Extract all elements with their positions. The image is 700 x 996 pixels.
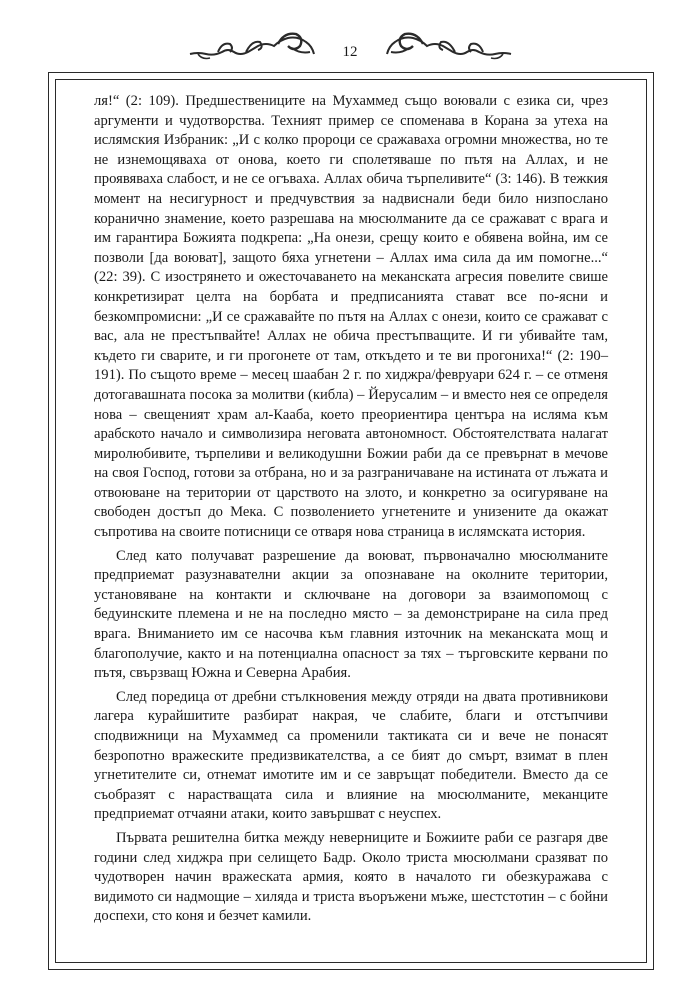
- page-number: 12: [342, 44, 358, 60]
- ornament-icon: [385, 30, 513, 64]
- paragraph: След като получават разрешение да воюват, първоначално мюсюлманите предприемат разузнавателни акции за опознаване на околните територии, установяване на контакти и сключване на договори за взаимопомощ с бедуинските племена и не на последно място – за демонстриране на сила пред врага. Вниманието им се насочва към главния източник на меканската мощ и благополучие, както и на потенциална опасност за тях – търговските кервани по пътя, свързващ Южна и Северна Арабия.: [94, 547, 608, 682]
- paragraph: Първата решителна битка между неверниците и Божиите раби се разгаря две години след хиджра при селището Бадр. Около триста мюсюлмани сразяват по чудотворен начин вражеската армия, която в началото ги обезкуражава с видимото си надмощие – хиляда и триста въоръжени мъже, шестстотин – с бойни доспехи, сто коня и безчет камили.: [94, 829, 608, 925]
- page-header: [0, 28, 700, 68]
- paragraph: ля!“ (2: 109). Предшествениците на Мухаммед също воювали с езика си, чрез аргументи и чудотворства. Техният пример се споменава в Корана за утеха на ислямския Избраник: „И с колко пророци се сражаваха огромни множества, но те не изнемощяваха от онова, което ги сполетяваше по пътя на Аллах, и не проявяваха слабост, и не се огъваха. Аллах обича търпеливите“ (3: 146). В тежкия момент на несигурност и предчувствия за надвиснали беди било низпослано коранично знамение, което разрешава на мюсюлманите да се сражават с врага и им гарантира Божията подкрепа: „На онези, срещу които е обявена война, им се позволи [да воюват], защото бяха угнетени – Аллах има сила да им помогне...“ (22: 39). С изострянето и ожесточаването на меканската агресия повелите свише конкретизират целта на борбата и предписанията стават все по-ясни и безкомпромисни: „И се сражавайте по пътя на Аллах с онези, които се сражават с вас, ала не престъпвайте! Аллах не обича престъпващите. И ги убивайте там, където ги сварите, и ги прогонете от там, откъдето и те ви прогониха!“ (2: 190–191). По същото време – месец шаабан 2 г. по хиджра/февруари 624 г. – се отменя дотогавашната посока за молитви (кибла) – Йерусалим – и вместо нея се определя нова – свещеният храм ал-Кааба, което преориентира центъра на исляма към арабското начало и символизира неговата автономност. Обстоятелствата налагат миролюбивите, търпеливи и великодушни Божии раби да се превърнат в мечове на своя Господ, готови за отбрана, но и за разграничаване на истината от лъжата и отвоюване на територии от царството на злото, и конкретно за осигуряване на свободен достъп до Мека. С позволението угнетените и унизените да окажат съпротива на своите потисници се отваря нова страница в ислямската история.: [94, 93, 608, 541]
- ornament-icon: [188, 30, 316, 64]
- page-body: [94, 92, 608, 927]
- paragraph: След поредица от дребни стълкновения между отряди на двата противникови лагера курайшитите разбират накрая, че слабите, благи и отстъпчиви сподвижници на Мухаммед са променили тактиката си и вече не понасят безропотно вражеските предизвикателства, а се бият до смърт, взимат в плен угнетителите си, отнемат имотите им и се завръщат победители. Вместо да се съобразят с нарастващата сила и влияние на мюсюлманите, меканците предприемат отчаяни атаки, които завършват с неуспех.: [94, 688, 608, 823]
